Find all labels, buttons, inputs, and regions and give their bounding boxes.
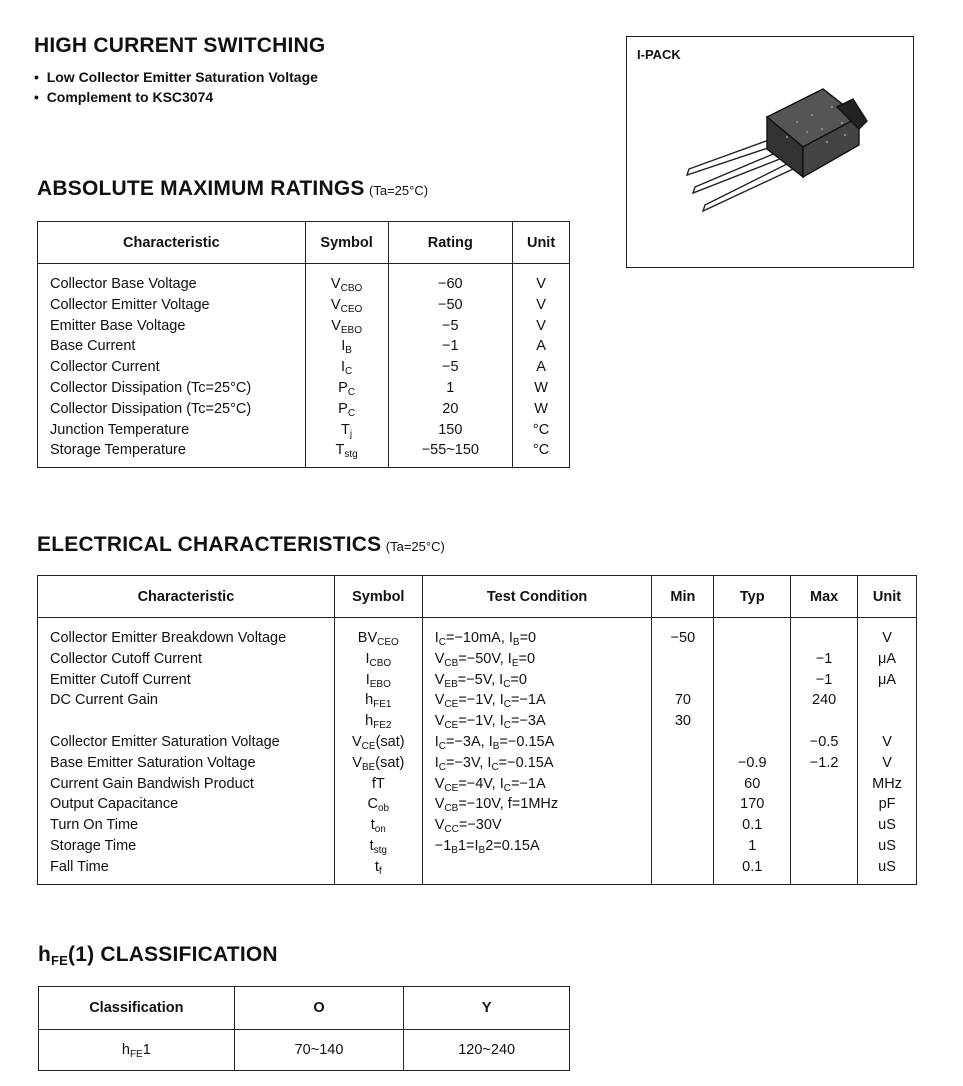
unit-cell: W: [513, 399, 570, 420]
symbol-cell: $T_j$: [305, 420, 388, 441]
feature-bullet-1: • Low Collector Emitter Saturation Voltage: [34, 69, 318, 85]
typ-cell: [714, 690, 791, 711]
characteristic-cell: Emitter Cutoff Current: [50, 671, 191, 688]
typ-cell: 0.1: [714, 815, 791, 836]
rating-cell: −5: [388, 357, 513, 378]
elec-title: ELECTRICAL CHARACTERISTICS: [37, 533, 382, 556]
characteristic-cell: Turn On Time: [50, 817, 139, 834]
min-cell: [652, 649, 714, 670]
abs-max-title: ABSOLUTE MAXIMUM RATINGS: [37, 177, 365, 200]
elec-header-unit: Unit: [858, 576, 917, 618]
symbol-cell: $I_{EBO}$: [334, 670, 422, 691]
rating-cell: 20: [388, 399, 513, 420]
unit-cell: A: [513, 336, 570, 357]
test-condition-cell: $V_{CC}=-30V$: [422, 815, 652, 836]
symbol-cell: $t_{on}$: [334, 815, 422, 836]
elec-header-characteristic: Characteristic: [38, 576, 335, 618]
test-condition-cell: $I_C=-3V$, $I_C=-0.15A$: [422, 753, 652, 774]
typ-cell: 60: [714, 774, 791, 795]
abs-max-heading: [37, 177, 428, 201]
abs-header-unit: Unit: [513, 222, 570, 264]
unit-cell: [858, 690, 917, 711]
symbol-cell: $P_C$: [305, 399, 388, 420]
feature-bullet-2: • Complement to KSC3074: [34, 89, 214, 105]
test-condition-cell: $V_{CB}=-50V$, $I_E=0$: [422, 649, 652, 670]
test-condition-cell: $I_C=-3A$, $I_B=-0.15A$: [422, 732, 652, 753]
min-cell: −50: [652, 618, 714, 649]
abs-header-rating: Rating: [388, 222, 513, 264]
rating-cell: −5: [388, 316, 513, 337]
max-cell: [791, 618, 858, 649]
max-cell: 240: [791, 690, 858, 711]
abs-header-symbol: Symbol: [305, 222, 388, 264]
characteristic-cell: Collector Emitter Saturation Voltage: [50, 733, 280, 750]
min-cell: [652, 794, 714, 815]
table-row: [38, 336, 570, 357]
typ-cell: 0.1: [714, 857, 791, 884]
abs-max-condition: (Ta=25°C): [369, 183, 429, 198]
min-cell: [652, 815, 714, 836]
symbol-cell: $h_{FE1}$: [334, 690, 422, 711]
table-row: [38, 378, 570, 399]
elec-header-test-condition: Test Condition: [422, 576, 652, 618]
symbol-cell: $I_C$: [305, 357, 388, 378]
symbol-cell: $P_C$: [305, 378, 388, 399]
cls-row-label: $h_{FE}1$: [39, 1030, 235, 1071]
characteristic-cell: Junction Temperature: [50, 421, 190, 438]
min-cell: [652, 670, 714, 691]
elec-table: [37, 575, 917, 885]
unit-cell: A: [513, 357, 570, 378]
min-cell: 70: [652, 690, 714, 711]
max-cell: [791, 774, 858, 795]
characteristic-cell: Emitter Base Voltage: [50, 317, 186, 334]
elec-header-typ: Typ: [714, 576, 791, 618]
page-title: HIGH CURRENT SWITCHING: [34, 34, 326, 57]
classification-table: [38, 986, 570, 1071]
typ-cell: −0.9: [714, 753, 791, 774]
symbol-cell: $T_{stg}$: [305, 440, 388, 467]
package-label: I-PACK: [637, 47, 681, 62]
table-row: [38, 794, 917, 815]
table-row: [38, 357, 570, 378]
table-row: [38, 649, 917, 670]
characteristic-cell: Collector Emitter Voltage: [50, 296, 210, 313]
unit-cell: [858, 711, 917, 732]
max-cell: −1: [791, 649, 858, 670]
symbol-cell: $I_B$: [305, 336, 388, 357]
symbol-cell: fT: [334, 774, 422, 795]
table-row: [38, 857, 917, 884]
unit-cell: MHz: [858, 774, 917, 795]
unit-cell: W: [513, 378, 570, 399]
abs-header-characteristic: Characteristic: [38, 222, 306, 264]
table-row: [38, 690, 917, 711]
max-cell: −1.2: [791, 753, 858, 774]
unit-cell: uS: [858, 815, 917, 836]
elec-condition: (Ta=25°C): [385, 539, 445, 554]
unit-cell: V: [858, 753, 917, 774]
unit-cell: V: [513, 295, 570, 316]
characteristic-cell: Fall Time: [50, 858, 109, 875]
test-condition-cell: $V_{CB}=-10V$, f=1MHz: [422, 794, 652, 815]
characteristic-cell: Collector Base Voltage: [50, 276, 197, 292]
table-row: [38, 420, 570, 441]
elec-header-min: Min: [652, 576, 714, 618]
test-condition-cell: $V_{CE}=-4V$, $I_C=-1A$: [422, 774, 652, 795]
characteristic-cell: Storage Time: [50, 837, 137, 854]
cls-header-classification: Classification: [39, 987, 235, 1030]
characteristic-cell: Base Current: [50, 338, 136, 355]
unit-cell: pF: [858, 794, 917, 815]
table-row: [38, 295, 570, 316]
test-condition-cell: $I_C=-10mA$, $I_B=0$: [422, 618, 652, 649]
table-row: [38, 670, 917, 691]
typ-cell: 1: [714, 836, 791, 857]
unit-cell: μA: [858, 670, 917, 691]
characteristic-cell: [38, 711, 335, 732]
max-cell: −0.5: [791, 732, 858, 753]
elec-heading: [37, 533, 445, 557]
max-cell: [791, 836, 858, 857]
characteristic-cell: Collector Dissipation (Tc=25°C): [50, 400, 252, 417]
min-cell: 30: [652, 711, 714, 732]
symbol-cell: $V_{CBO}$: [305, 264, 388, 295]
unit-cell: °C: [513, 420, 570, 441]
characteristic-cell: Output Capacitance: [50, 796, 179, 813]
characteristic-cell: Collector Current: [50, 359, 160, 376]
elec-header-max: Max: [791, 576, 858, 618]
elec-header-symbol: Symbol: [334, 576, 422, 618]
typ-cell: [714, 649, 791, 670]
abs-max-table: [37, 221, 570, 468]
symbol-cell: $V_{CEO}$: [305, 295, 388, 316]
characteristic-cell: Storage Temperature: [50, 442, 186, 459]
unit-cell: uS: [858, 857, 917, 884]
unit-cell: °C: [513, 440, 570, 467]
cls-header-y: Y: [404, 987, 570, 1030]
test-condition-cell: $V_{EB}=-5V$, $I_C=0$: [422, 670, 652, 691]
cls-header-o: O: [234, 987, 404, 1030]
rating-cell: −55~150: [388, 440, 513, 467]
transistor-package-drawing: [627, 37, 913, 267]
table-row: [38, 399, 570, 420]
min-cell: [652, 857, 714, 884]
table-row: [38, 753, 917, 774]
characteristic-cell: Current Gain Bandwish Product: [50, 775, 254, 792]
max-cell: [791, 711, 858, 732]
symbol-cell: $t_{stg}$: [334, 836, 422, 857]
unit-cell: V: [858, 618, 917, 649]
characteristic-cell: Collector Dissipation (Tc=25°C): [50, 379, 252, 396]
unit-cell: V: [513, 316, 570, 337]
rating-cell: −60: [388, 264, 513, 295]
typ-cell: [714, 618, 791, 649]
min-cell: [652, 774, 714, 795]
max-cell: −1: [791, 670, 858, 691]
max-cell: [791, 794, 858, 815]
table-row: [38, 316, 570, 337]
test-condition-cell: $V_{CE}=-1V$, $I_C=-1A$: [422, 690, 652, 711]
unit-cell: μA: [858, 649, 917, 670]
typ-cell: [714, 732, 791, 753]
table-row: [38, 815, 917, 836]
classification-title: $h_{FE}(1)$ CLASSIFICATION: [38, 943, 278, 968]
cls-row-y: 120~240: [404, 1030, 570, 1071]
cls-row-o: 70~140: [234, 1030, 404, 1071]
symbol-cell: $I_{CBO}$: [334, 649, 422, 670]
rating-cell: 1: [388, 378, 513, 399]
unit-cell: V: [513, 264, 570, 295]
table-row: [38, 711, 917, 732]
rating-cell: 150: [388, 420, 513, 441]
characteristic-cell: Collector Cutoff Current: [50, 650, 203, 667]
unit-cell: uS: [858, 836, 917, 857]
min-cell: [652, 732, 714, 753]
table-row: [38, 440, 570, 467]
rating-cell: −1: [388, 336, 513, 357]
table-row: [38, 732, 917, 753]
typ-cell: [714, 711, 791, 732]
table-row: [38, 264, 570, 295]
symbol-cell: $BV_{CEO}$: [334, 618, 422, 649]
characteristic-cell: Base Emitter Saturation Voltage: [50, 754, 256, 771]
symbol-cell: $V_{BE}(sat)$: [334, 753, 422, 774]
package-figure: [626, 36, 914, 268]
characteristic-cell: Collector Emitter Breakdown Voltage: [50, 630, 287, 646]
typ-cell: 170: [714, 794, 791, 815]
table-row: [39, 1030, 570, 1071]
symbol-cell: $t_f$: [334, 857, 422, 884]
test-condition-cell: $-1_B1=I_B2=0.15A$: [422, 836, 652, 857]
symbol-cell: $h_{FE2}$: [334, 711, 422, 732]
test-condition-cell: [422, 857, 652, 884]
test-condition-cell: $V_{CE}=-1V$, $I_C=-3A$: [422, 711, 652, 732]
table-row: [38, 618, 917, 649]
characteristic-cell: DC Current Gain: [50, 692, 158, 709]
symbol-cell: $V_{EBO}$: [305, 316, 388, 337]
min-cell: [652, 836, 714, 857]
unit-cell: V: [858, 732, 917, 753]
min-cell: [652, 753, 714, 774]
symbol-cell: $V_{CE}(sat)$: [334, 732, 422, 753]
table-row: [38, 836, 917, 857]
typ-cell: [714, 670, 791, 691]
rating-cell: −50: [388, 295, 513, 316]
max-cell: [791, 857, 858, 884]
max-cell: [791, 815, 858, 836]
symbol-cell: $C_{ob}$: [334, 794, 422, 815]
table-row: [38, 774, 917, 795]
